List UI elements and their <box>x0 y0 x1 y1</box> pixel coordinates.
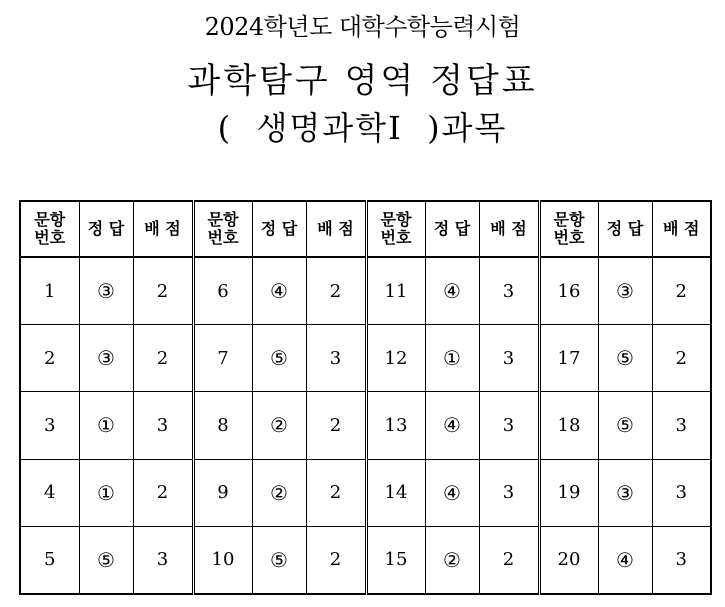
points-value: 2 <box>306 526 366 594</box>
points-value: 3 <box>306 325 366 392</box>
answer-value: ② <box>425 526 479 594</box>
table-row <box>20 459 711 526</box>
points-value: 2 <box>652 257 711 325</box>
subject-line: ( 생명과학Ⅰ )과목 <box>217 109 508 147</box>
question-number: 1 <box>20 257 79 325</box>
table-row <box>20 392 711 459</box>
question-number: 14 <box>366 459 425 526</box>
question-number: 19 <box>539 459 598 526</box>
points-value: 2 <box>133 459 193 526</box>
question-number: 16 <box>539 257 598 325</box>
header-row <box>20 201 711 257</box>
points-header: 배 점 <box>133 201 193 257</box>
points-value: 3 <box>479 257 539 325</box>
points-value: 3 <box>479 459 539 526</box>
points-value: 2 <box>306 257 366 325</box>
question-number: 3 <box>20 392 79 459</box>
answer-value: ⑤ <box>598 392 652 459</box>
question-number: 18 <box>539 392 598 459</box>
question-number: 10 <box>193 526 252 594</box>
question-number: 2 <box>20 325 79 392</box>
question-number: 5 <box>20 526 79 594</box>
answer-value: ③ <box>598 459 652 526</box>
answer-header: 정 답 <box>425 201 479 257</box>
answer-value: ② <box>252 459 306 526</box>
points-header: 배 점 <box>479 201 539 257</box>
answer-value: ⑤ <box>252 325 306 392</box>
question-number: 20 <box>539 526 598 594</box>
points-value: 3 <box>652 392 711 459</box>
answer-header: 정 답 <box>252 201 306 257</box>
question-number-header: 문항 번호 <box>539 201 598 257</box>
answer-header: 정 답 <box>598 201 652 257</box>
points-value: 3 <box>652 459 711 526</box>
answer-value: ③ <box>79 257 133 325</box>
question-number: 9 <box>193 459 252 526</box>
answer-value: ⑤ <box>252 526 306 594</box>
answer-value: ④ <box>425 459 479 526</box>
question-number-header: 문항 번호 <box>366 201 425 257</box>
points-value: 2 <box>652 325 711 392</box>
question-number-header: 문항 번호 <box>20 201 79 257</box>
points-value: 3 <box>479 325 539 392</box>
answer-value: ③ <box>598 257 652 325</box>
answer-value: ⑤ <box>598 325 652 392</box>
answer-value: ④ <box>425 392 479 459</box>
answer-header: 정 답 <box>79 201 133 257</box>
table-row <box>20 325 711 392</box>
table-row <box>20 257 711 325</box>
question-number: 11 <box>366 257 425 325</box>
points-value: 3 <box>133 526 193 594</box>
answer-value: ① <box>79 459 133 526</box>
question-number: 17 <box>539 325 598 392</box>
answer-sheet-title: 과학탐구 영역 정답표 <box>187 61 538 101</box>
question-number: 6 <box>193 257 252 325</box>
answer-value: ④ <box>598 526 652 594</box>
answer-value: ② <box>252 392 306 459</box>
points-header: 배 점 <box>306 201 366 257</box>
answer-value: ① <box>425 325 479 392</box>
question-number: 12 <box>366 325 425 392</box>
points-value: 3 <box>652 526 711 594</box>
points-value: 3 <box>479 392 539 459</box>
answer-table <box>19 200 712 595</box>
question-number-header: 문항 번호 <box>193 201 252 257</box>
answer-value: ⑤ <box>79 526 133 594</box>
answer-value: ④ <box>252 257 306 325</box>
table-row <box>20 526 711 594</box>
answer-value: ③ <box>79 325 133 392</box>
points-value: 2 <box>306 392 366 459</box>
question-number: 13 <box>366 392 425 459</box>
points-header: 배 점 <box>652 201 711 257</box>
points-value: 2 <box>133 325 193 392</box>
question-number: 15 <box>366 526 425 594</box>
answer-value: ④ <box>425 257 479 325</box>
answer-value: ① <box>79 392 133 459</box>
question-number: 8 <box>193 392 252 459</box>
points-value: 3 <box>133 392 193 459</box>
points-value: 2 <box>479 526 539 594</box>
question-number: 4 <box>20 459 79 526</box>
question-number: 7 <box>193 325 252 392</box>
points-value: 2 <box>133 257 193 325</box>
points-value: 2 <box>306 459 366 526</box>
exam-title: 2024학년도 대학수학능력시험 <box>204 13 521 41</box>
